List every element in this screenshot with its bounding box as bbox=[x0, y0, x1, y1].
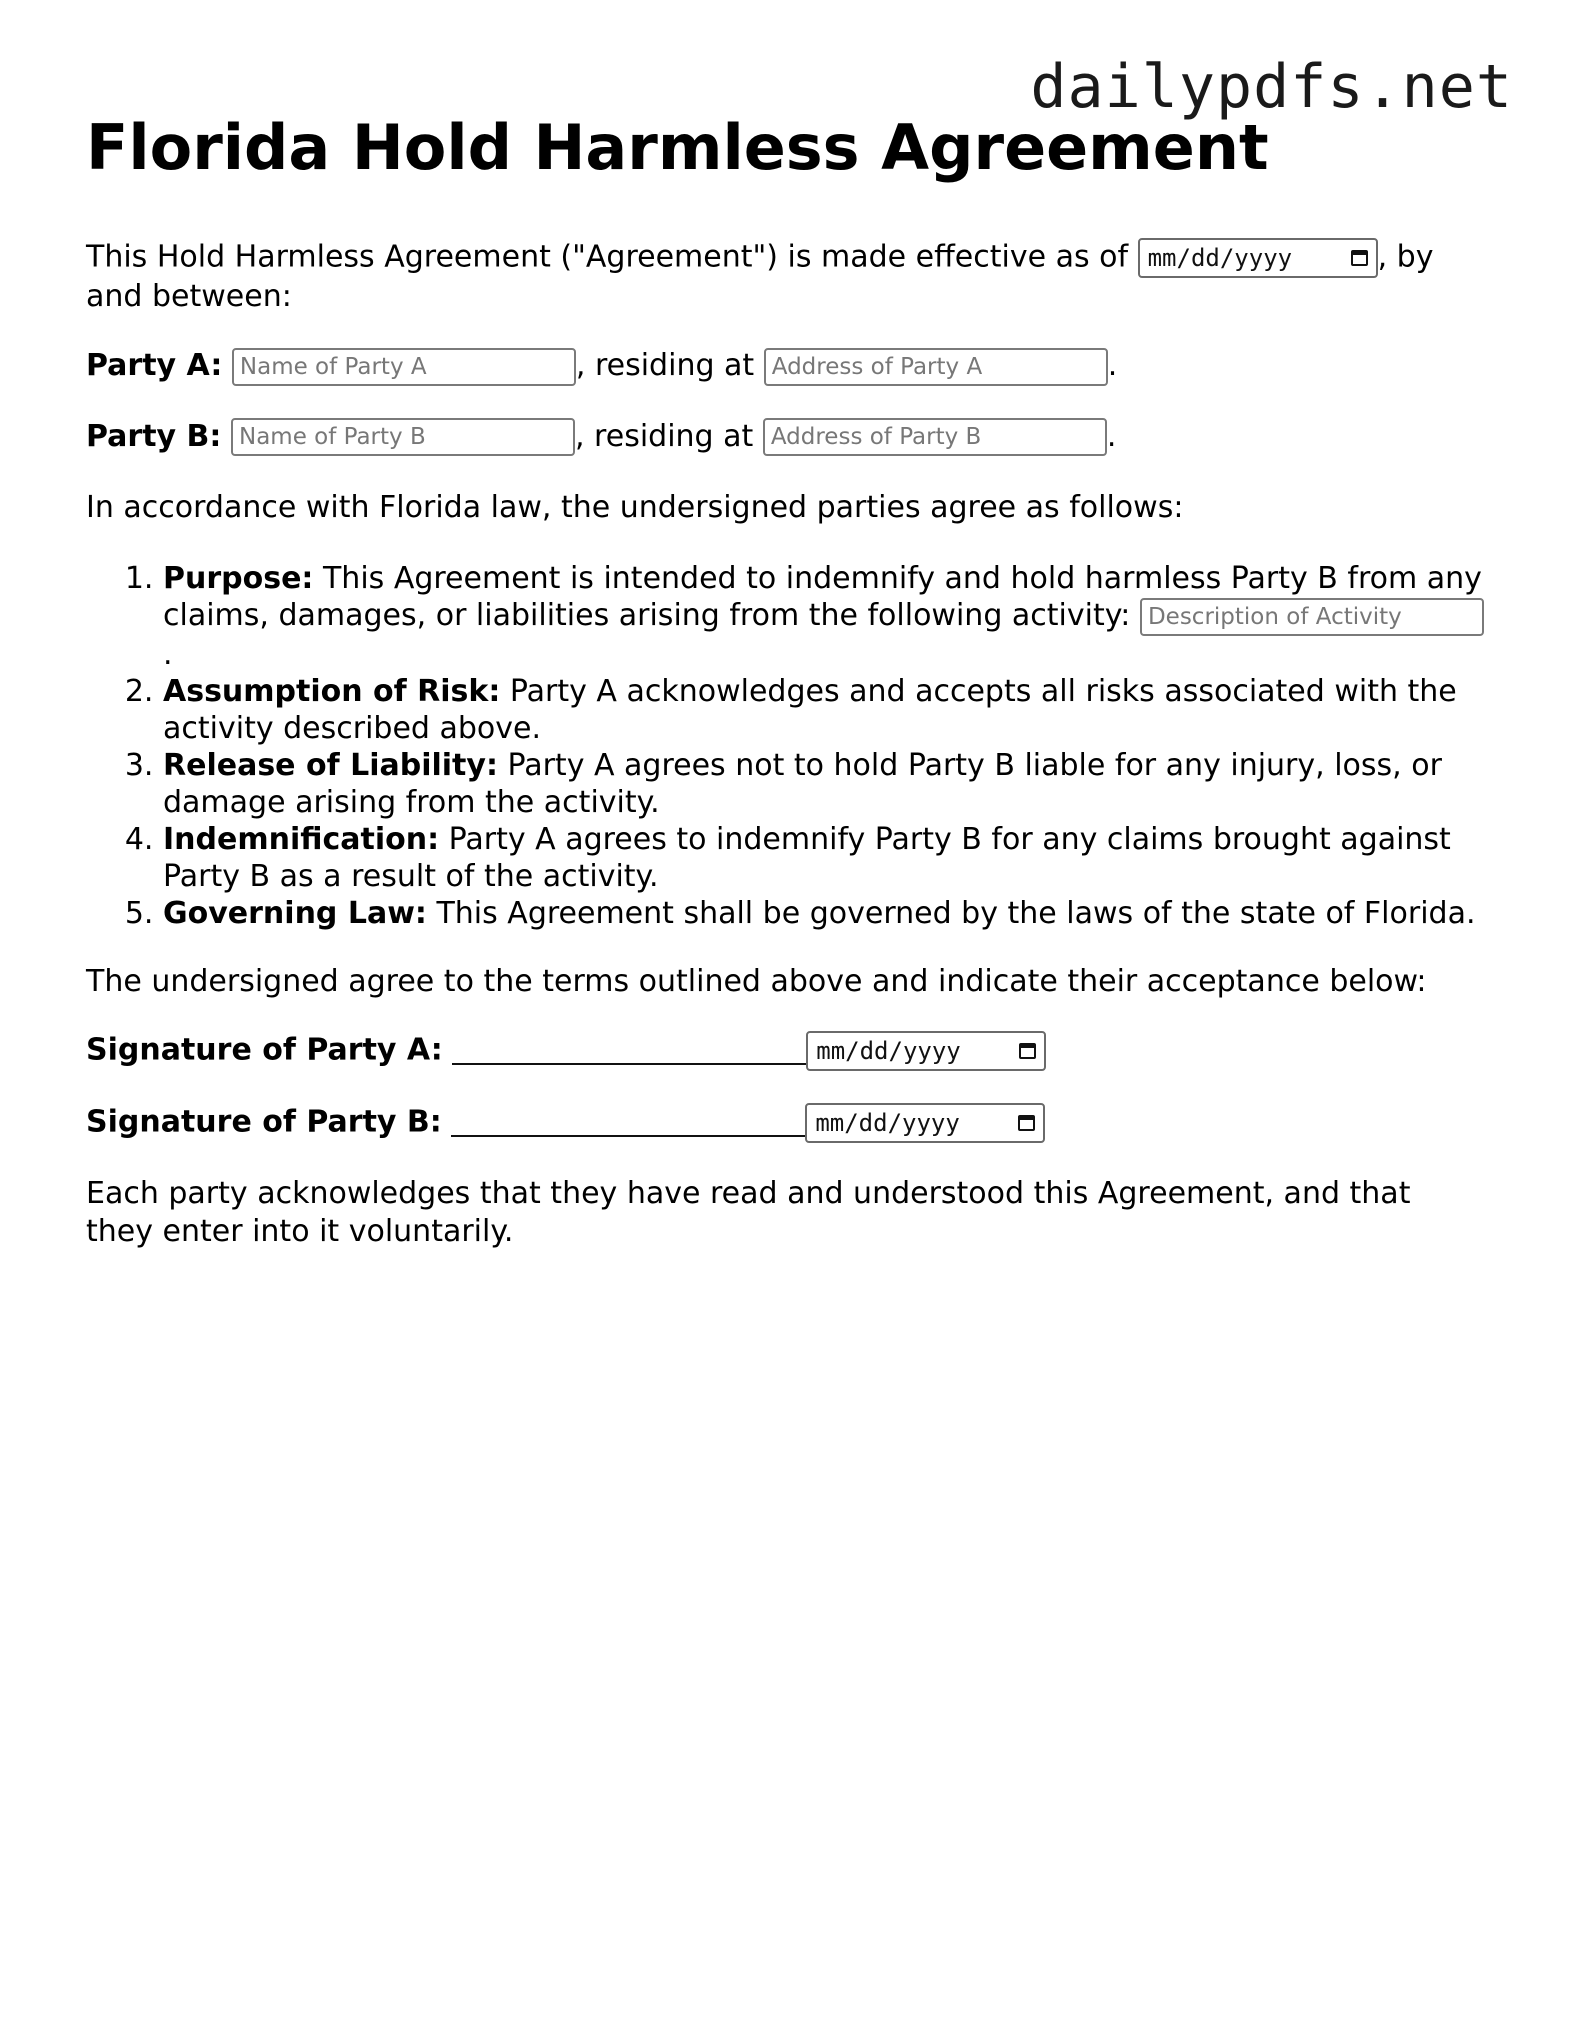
term-text: This Agreement is intended to indemnify and hold harmless Party B from any claims, damages, or liabilities arising from the following activity: bbox=[163, 561, 1482, 633]
term-item-purpose bbox=[163, 560, 1486, 673]
term-item-release-of-liability bbox=[163, 747, 1486, 821]
party-a-name-input[interactable]: Name of Party A bbox=[232, 348, 576, 386]
intro-text-end: , by and between: bbox=[86, 239, 1434, 314]
term-item-assumption-of-risk bbox=[163, 673, 1486, 747]
effective-date-input[interactable] bbox=[1138, 238, 1378, 278]
effective-date-placeholder: mm/dd/yyyy bbox=[1147, 244, 1293, 272]
signature-party-a-field[interactable] bbox=[452, 1037, 806, 1065]
term-end: . bbox=[163, 636, 173, 672]
party-a-label: Party A: bbox=[86, 348, 223, 383]
term-heading: Assumption of Risk: bbox=[163, 673, 501, 709]
party-a-end: . bbox=[1107, 348, 1118, 383]
intro-text: This Hold Harmless Agreement ("Agreement") is made effective as of bbox=[86, 239, 1129, 275]
signature-party-b-label: Signature of Party B: bbox=[86, 1104, 442, 1139]
acceptance-text: The undersigned agree to the terms outlined above and indicate their acceptance below: bbox=[86, 963, 1427, 999]
signature-party-a-line bbox=[86, 1031, 1486, 1071]
term-heading: Indemnification: bbox=[163, 821, 440, 857]
calendar-icon[interactable] bbox=[1019, 1043, 1036, 1059]
intro-paragraph bbox=[86, 238, 1486, 316]
terms-list bbox=[86, 560, 1486, 932]
term-heading: Purpose: bbox=[163, 561, 314, 596]
page-title: Florida Hold Harmless Agreement bbox=[86, 111, 1269, 184]
signature-party-b-field[interactable] bbox=[451, 1109, 805, 1137]
watermark: dailypdfs.net bbox=[1030, 52, 1513, 122]
activity-description-input[interactable]: Description of Activity bbox=[1140, 598, 1484, 636]
party-b-line bbox=[86, 418, 1486, 457]
term-text: Party A agrees not to hold Party B liable for any injury, loss, or damage arising from the activity. bbox=[163, 747, 1442, 820]
party-b-end: . bbox=[1106, 418, 1117, 454]
party-a-residing-text: , residing at bbox=[575, 348, 755, 383]
party-a-address-input[interactable]: Address of Party A bbox=[764, 348, 1108, 386]
signature-party-b-date-input[interactable] bbox=[805, 1103, 1045, 1143]
term-item-indemnification bbox=[163, 821, 1486, 895]
term-text: Party A agrees to indemnify Party B for any claims brought against Party B as a result of the activity. bbox=[163, 821, 1451, 894]
term-item-governing-law bbox=[163, 895, 1486, 932]
closing-text: Each party acknowledges that they have read and understood this Agreement, and that they enter into it voluntarily. bbox=[86, 1175, 1411, 1249]
term-heading: Release of Liability: bbox=[163, 747, 498, 783]
party-b-residing-text: , residing at bbox=[574, 418, 754, 454]
calendar-icon[interactable] bbox=[1351, 250, 1368, 266]
party-a-line bbox=[86, 347, 1486, 386]
signature-party-a-date-placeholder: mm/dd/yyyy bbox=[816, 1036, 961, 1065]
calendar-icon[interactable] bbox=[1018, 1115, 1035, 1131]
party-b-address-input[interactable]: Address of Party B bbox=[763, 418, 1107, 456]
term-text: Party A acknowledges and accepts all risks associated with the activity described above. bbox=[163, 673, 1457, 746]
term-heading: Governing Law: bbox=[163, 895, 427, 931]
accordance-text: In accordance with Florida law, the undersigned parties agree as follows: bbox=[86, 490, 1184, 525]
signature-party-a-date-input[interactable] bbox=[806, 1031, 1046, 1071]
party-b-name-input[interactable]: Name of Party B bbox=[231, 418, 575, 456]
agreement-document bbox=[86, 110, 1486, 1251]
party-b-label: Party B: bbox=[86, 418, 222, 454]
signature-party-a-label: Signature of Party A: bbox=[86, 1032, 443, 1067]
signature-party-b-date-placeholder: mm/dd/yyyy bbox=[815, 1108, 960, 1137]
term-text: This Agreement shall be governed by the laws of the state of Florida. bbox=[426, 895, 1476, 931]
signature-party-b-line bbox=[86, 1103, 1486, 1143]
